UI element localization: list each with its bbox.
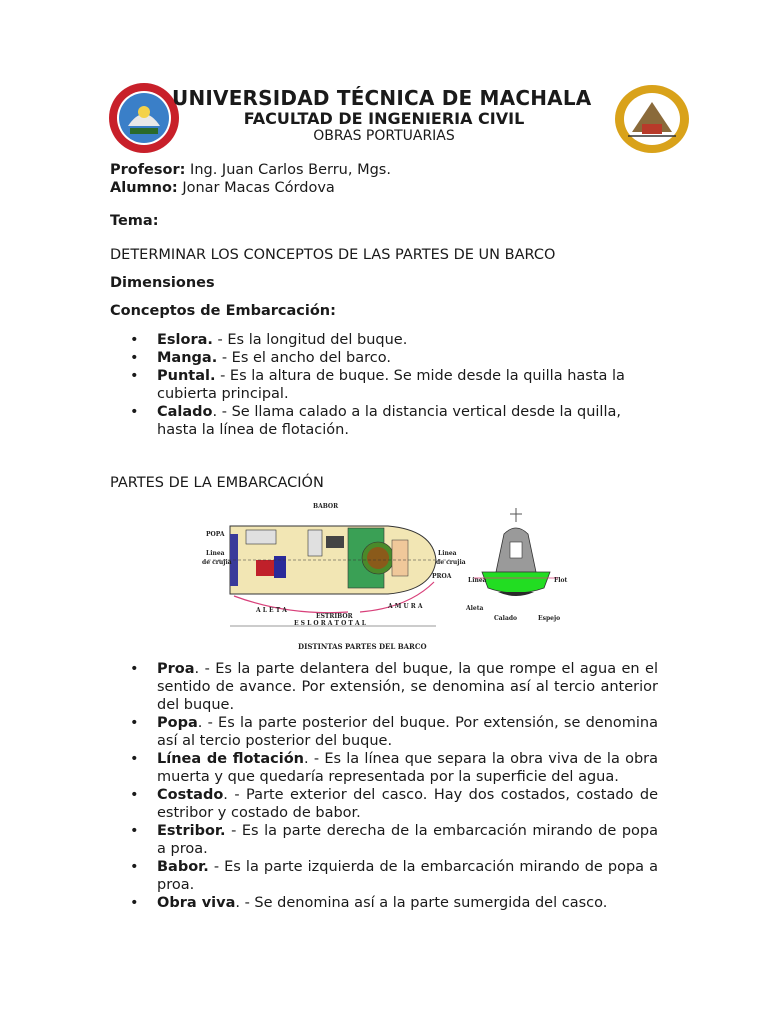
part-term: Popa xyxy=(157,715,198,731)
list-item xyxy=(128,714,658,750)
flot-small-label: Flot xyxy=(554,577,568,584)
list-item xyxy=(128,750,658,786)
linea-small-label: Linea xyxy=(468,577,487,584)
part-term: Línea de flotación xyxy=(157,751,304,767)
parts-heading: PARTES DE LA EMBARCACIÓN xyxy=(110,475,324,491)
list-item xyxy=(128,858,658,894)
list-item xyxy=(128,660,658,714)
concept-text: - Es la longitud del buque. xyxy=(212,332,408,348)
part-text: - Es la parte izquierda de la embarcación mirando de popa a proa. xyxy=(157,859,658,893)
part-text: . - Es la parte posterior del buque. Por extensión, se denomina así al tercio posterior del buque. xyxy=(157,715,658,749)
alumno-line xyxy=(110,180,335,196)
part-text: . - Es la parte delantera del buque, la que rompe el agua en el sentido de avance. Por extensión, se denomina así al tercio anterior del buque. xyxy=(157,661,658,713)
concept-term: Manga. xyxy=(157,350,218,366)
espejo-small-label: Espejo xyxy=(538,615,561,622)
alumno-label: Alumno: xyxy=(110,180,178,196)
part-term: Costado xyxy=(157,787,224,803)
concept-text: - Es la altura de buque. Se mide desde la quilla hasta la cubierta principal. xyxy=(157,368,625,402)
list-item xyxy=(128,349,658,367)
popa-label: POPA xyxy=(206,531,225,538)
faculty-title: FACULTAD DE INGENIERIA CIVIL xyxy=(243,109,525,128)
part-term: Proa xyxy=(157,661,195,677)
linea-right-label: Linea xyxy=(438,550,457,557)
list-item xyxy=(128,822,658,858)
diagram-caption: DISTINTAS PARTES DEL BARCO xyxy=(298,642,427,651)
aleta-label: A L E T A xyxy=(256,607,287,614)
alumno-value: Jonar Macas Córdova xyxy=(177,180,335,196)
part-term: Obra viva xyxy=(157,895,236,911)
list-item xyxy=(128,331,658,349)
list-item xyxy=(128,403,658,439)
amura-label: A M U R A xyxy=(388,603,423,610)
part-term: Estribor. xyxy=(157,823,226,839)
course-title: OBRAS PORTUARIAS xyxy=(313,128,455,144)
boat-parts-diagram xyxy=(198,500,570,655)
list-item xyxy=(128,786,658,822)
profesor-value: Ing. Juan Carlos Berru, Mgs. xyxy=(185,162,391,178)
concept-text: . - Se llama calado a la distancia vertical desde la quilla, hasta la línea de flotación. xyxy=(157,404,621,438)
concept-text: - Es el ancho del barco. xyxy=(217,350,391,366)
linea-left-label: Linea xyxy=(206,550,225,557)
estribor-label: ESTRIBOR xyxy=(316,613,353,620)
babor-label: BABOR xyxy=(313,503,339,510)
concepts-list xyxy=(128,331,658,439)
part-text: . - Parte exterior del casco. Hay dos costados, costado de estribor y costado de babor. xyxy=(157,787,658,821)
dimensions-heading: Dimensiones xyxy=(110,275,215,291)
parts-list xyxy=(128,660,658,912)
concept-term: Calado xyxy=(157,404,213,420)
concepts-heading: Conceptos de Embarcación: xyxy=(110,303,336,319)
crujia-left-label: de crujia xyxy=(202,559,232,566)
profesor-line xyxy=(110,162,391,178)
part-text: . - Es la línea que separa la obra viva de la obra muerta y que quedaría representada por la superficie del agua. xyxy=(157,751,658,785)
concept-term: Puntal. xyxy=(157,368,216,384)
calado-small-label: Calado xyxy=(494,615,518,622)
tema-label: Tema: xyxy=(110,213,159,229)
aleta-small-label: Aleta xyxy=(466,605,484,612)
list-item xyxy=(128,367,658,403)
eslora-total-label: E S L O R A T O T A L xyxy=(294,620,366,627)
concept-term: Eslora. xyxy=(157,332,213,348)
part-term: Babor. xyxy=(157,859,209,875)
profesor-label: Profesor: xyxy=(110,162,186,178)
university-title: UNIVERSIDAD TÉCNICA DE MACHALA xyxy=(172,86,592,110)
part-text: - Es la parte derecha de la embarcación mirando de popa a proa. xyxy=(157,823,658,857)
list-item xyxy=(128,894,658,912)
crujia-right-label: de crujia xyxy=(436,559,466,566)
topic-title: DETERMINAR LOS CONCEPTOS DE LAS PARTES DE UN BARCO xyxy=(110,247,556,263)
proa-label: PROA xyxy=(432,573,452,580)
part-text: . - Se denomina así a la parte sumergida del casco. xyxy=(235,895,608,911)
